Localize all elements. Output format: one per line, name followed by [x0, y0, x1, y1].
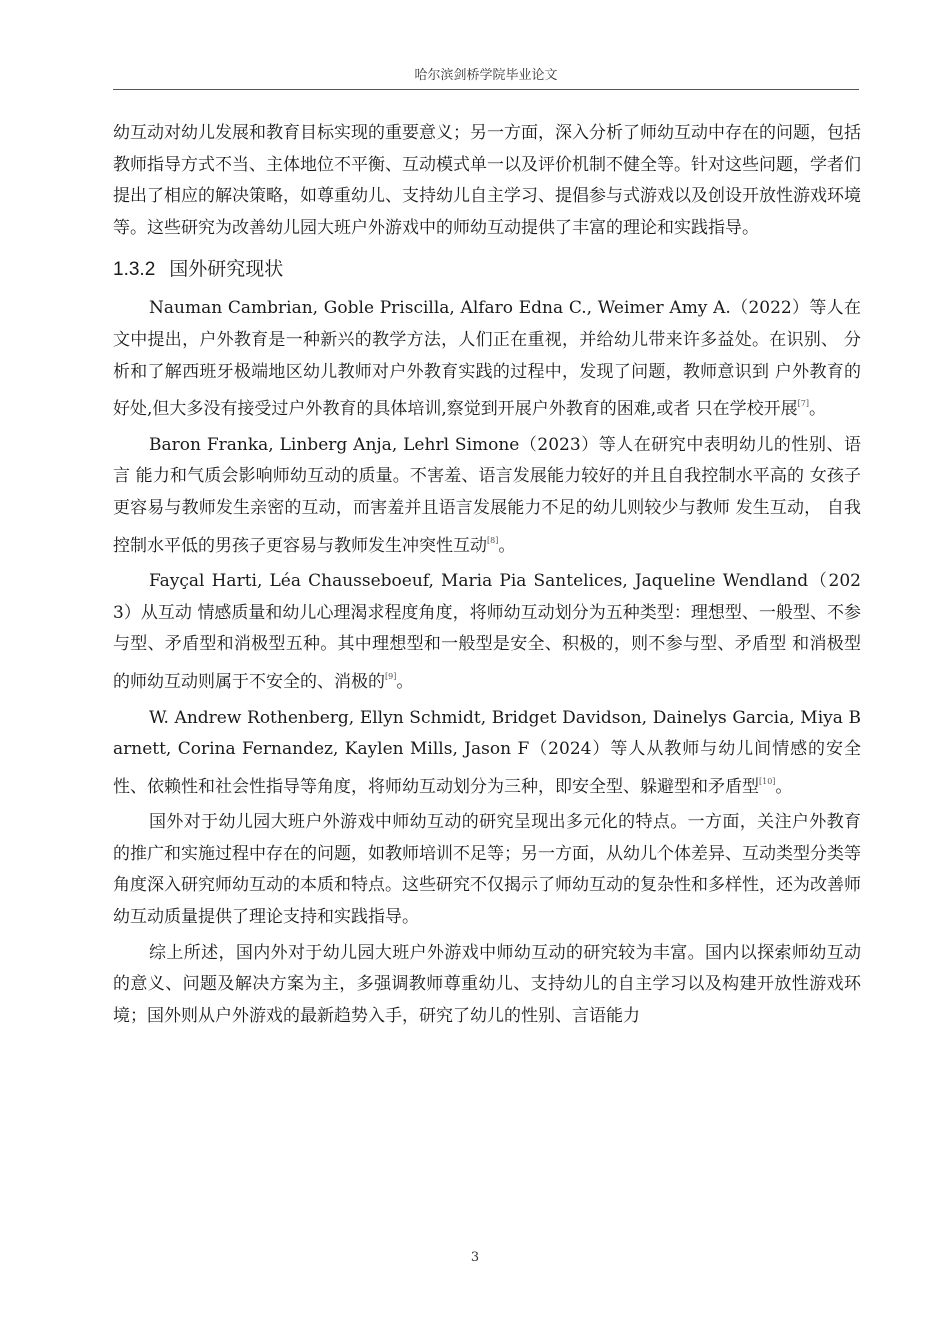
body-text [113, 118, 861, 1032]
paragraph-continued: 幼互动对幼儿发展和教育目标实现的重要意义；另一方面，深入分析了师幼互动中存在的问题，包括教师指导方式不当、主体地位不平衡、互动模式单一以及评价机制不健全等。针对这些问题，学者们提出了相应的解决策略，如尊重幼儿、支持幼儿自主学习、提倡参与式游戏以及创设开放性游戏环境等。这些研究为改善幼儿园大班户外游戏中的师幼互动提供了丰富的理论和实践指导。 [113, 123, 861, 238]
section-heading [113, 254, 861, 285]
page-number: 3 [470, 1250, 480, 1265]
paragraph-foreign-summary: 国外对于幼儿园大班户外游戏中师幼互动的研究呈现出多元化的特点。一方面，关注户外教育的推广和实施过程中存在的问题，如教师培训不足等；另一方面，从幼儿个体差异、互动类型分类等角度深入研究师幼互动的本质和特点。这些研究不仅揭示了师幼互动的复杂性和多样性，还为改善师幼互动质量提供了理论支持和实践指导。 [113, 812, 861, 928]
paragraph-conclusion: 综上所述，国内外对于幼儿园大班户外游戏中师幼互动的研究较为丰富。国内以探索师幼互动的意义、问题及解决方案为主，多强调教师尊重幼儿、支持幼儿的自主学习以及构建开放性游戏环境；国外则从户外游戏的最新趋势入手，研究了幼儿的性别、言语能力 [113, 942, 861, 1026]
paragraph-cambrian: Nauman Cambrian, Goble Priscilla, Alfaro Edna C., Weimer Amy A.（2022）等人在文中提出，户外教育是一种新兴的教学方法，人们正在重视，并给幼儿带来许多益处。在识别、 分析和了解西班牙极端地区幼儿教师对户外教育实践的过程中，发现了问题，教师意识到 户外教育的好处,但大多没有接受过户外教育的具体培训,察觉到开展户外教育的困难,或者 只在学校开展[7]。 [113, 298, 861, 420]
running-header: 哈尔滨剑桥学院毕业论文 [113, 64, 859, 90]
citation-ref: [8] [487, 535, 499, 545]
citation-ref: [10] [759, 776, 776, 786]
paragraph-baron: Baron Franka, Linberg Anja, Lehrl Simone（2023）等人在研究中表明幼儿的性别、语言 能力和气质会影响师幼互动的质量。不害羞、语言发展能力较好的并且自我控制水平高的 女孩子更容易与教师发生亲密的互动，而害羞并且语言发展能力不足的幼儿则较少与教师 发生互动， 自我控制水平低的男孩子更容易与教师发生冲突性互动[8]。 [113, 434, 861, 556]
section-number: 1.3.2 [113, 259, 156, 281]
citation-ref: [9] [385, 671, 397, 681]
paragraph-harti: Fayçal Harti, Léa Chausseboeuf, Maria Pia Santelices, Jaqueline Wendland（2023）从互动 情感质量和幼儿心理渴求程度角度，将师幼互动划分为五种类型：理想型、一般型、不参 与型、矛盾型和消极型五种。其中理想型和一般型是安全、积极的，则不参与型、矛盾型 和消极型的师幼互动则属于不安全的、消极的[9]。 [113, 571, 861, 692]
paragraph-rothenberg: W. Andrew Rothenberg, Ellyn Schmidt, Bridget Davidson, Dainelys Garcia, Miya Barnett, Corina Fernandez, Kaylen Mills, Jason F（2024）等人从教师与幼儿间情感的安全性、依赖性和社会性指导等角度，将师幼互动划分为三种，即安全型、躲避型和矛盾型[10]。 [113, 707, 861, 797]
citation-ref: [7] [797, 399, 809, 409]
section-title: 国外研究现状 [169, 258, 284, 281]
